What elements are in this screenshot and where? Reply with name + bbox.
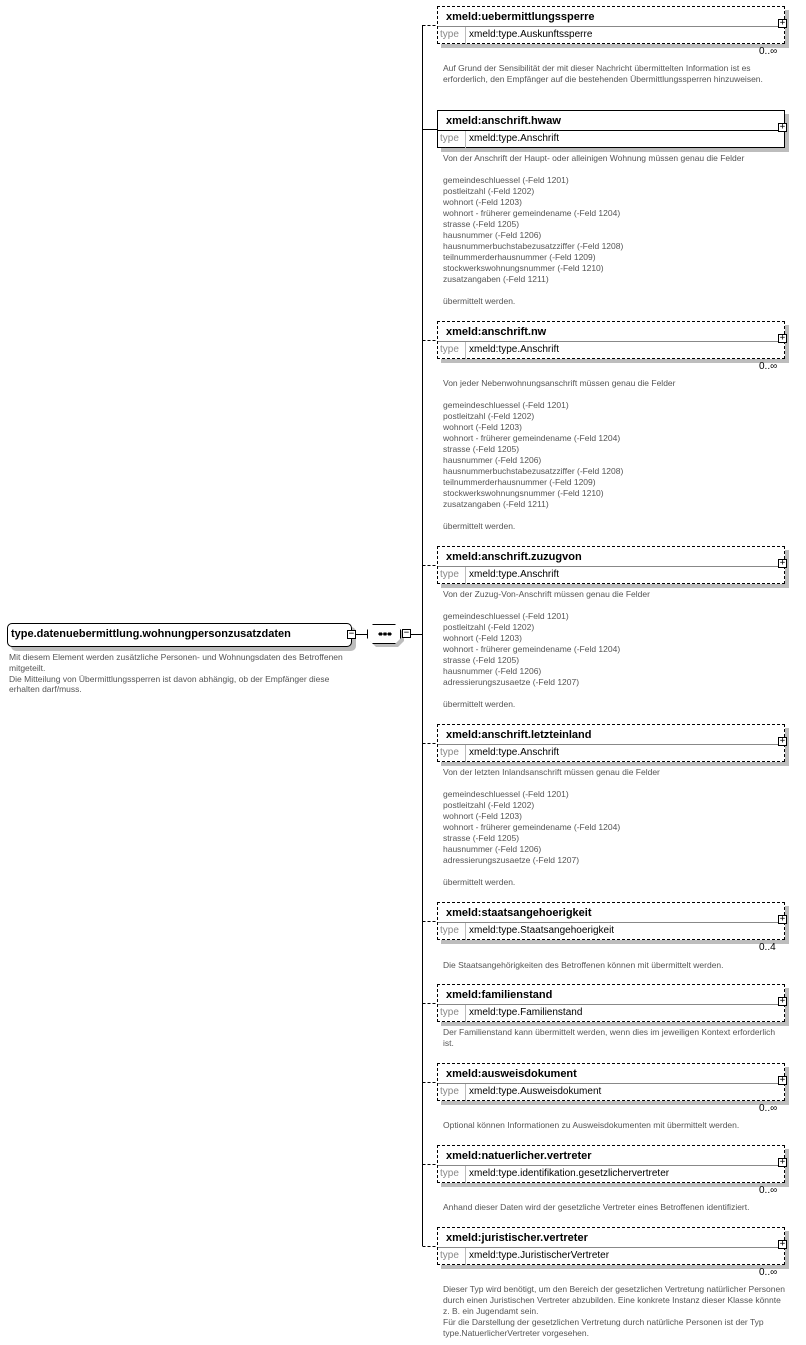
root-element-description: Mit diesem Element werden zusätzliche Personen- und Wohnungsdaten des Betroffenen mitgeteilt. Die Mitteilung von Übermittlungssperren ist davon abhängig, ob der Empfänger diese erhalten darf/muss. (9, 652, 343, 695)
type-divider (465, 1166, 466, 1183)
expand-icon[interactable]: + (779, 122, 786, 132)
element-type: xmeld:type.Staatsangehoerigkeit (469, 925, 615, 936)
element-familienstand[interactable] (437, 984, 785, 1022)
element-anschrift-letzteinland[interactable] (437, 724, 785, 762)
type-label: type (440, 29, 459, 40)
element-type: xmeld:type.JuristischerVertreter (469, 1250, 610, 1261)
type-label: type (440, 1168, 459, 1179)
type-divider (465, 27, 466, 44)
element-natuerlicher-vertreter[interactable] (437, 1145, 785, 1183)
type-divider (465, 131, 466, 148)
collapse-icon[interactable]: − (348, 629, 355, 639)
element-cardinality: 0..∞ (759, 1267, 778, 1278)
element-cardinality: 0..∞ (759, 46, 778, 57)
type-label: type (440, 925, 459, 936)
element-type: xmeld:type.Anschrift (469, 344, 560, 355)
element-description: Auf Grund der Sensibilität der mit dieser Nachricht übermittelten Information ist es erforderlich, den Empfänger auf die bestehenden Übermittlungssperren hinzuweisen. (443, 63, 763, 84)
element-name: xmeld:juristischer.vertreter (446, 1232, 588, 1244)
element-divider (438, 1247, 784, 1248)
sequence-icon (378, 631, 392, 637)
type-divider (465, 923, 466, 940)
expand-icon[interactable]: + (779, 1075, 786, 1085)
element-name: xmeld:anschrift.hwaw (446, 115, 561, 127)
expand-icon[interactable]: + (779, 996, 786, 1006)
element-name: xmeld:anschrift.letzteinland (446, 729, 592, 741)
type-label: type (440, 1007, 459, 1018)
element-anschrift-hwaw[interactable] (437, 110, 785, 148)
element-uebermittlungssperre[interactable] (437, 6, 785, 44)
element-type: xmeld:type.Anschrift (469, 133, 560, 144)
type-divider (465, 1248, 466, 1265)
element-type: xmeld:type.Anschrift (469, 747, 560, 758)
element-anschrift-zuzugvon[interactable] (437, 546, 785, 584)
type-divider (465, 567, 466, 584)
element-type: xmeld:type.Ausweisdokument (469, 1086, 602, 1097)
expand-icon[interactable]: + (779, 1239, 786, 1249)
element-type: xmeld:type.Auskunftssperre (469, 29, 593, 40)
element-divider (438, 1004, 784, 1005)
type-label: type (440, 747, 459, 758)
element-description: Von jeder Nebenwohnungsanschrift müssen genau die Felder gemeindeschluessel (-Feld 1201) postleitzahl (-Feld 1202) wohnort (-Feld 1203) wohnort - früherer gemeindename (-Feld 1204) strasse (-Feld 1205) hausnummer (-Feld 1206) hausnummerbuchstabezusatzziffer (-Feld 1208) teilnummerderhausnummer (-Feld 1209) stockwerkswohnungsnummer (-Feld 1210) zusatzangaben (-Feld 1211) übermittelt werden. (443, 378, 676, 531)
type-label: type (440, 1250, 459, 1261)
expand-icon[interactable]: + (779, 1157, 786, 1167)
element-name: xmeld:anschrift.zuzugvon (446, 551, 582, 563)
root-element[interactable] (7, 623, 355, 647)
element-divider (438, 130, 784, 131)
expand-icon[interactable]: + (779, 736, 786, 746)
type-divider (465, 342, 466, 359)
sequence-collapse-icon[interactable]: − (403, 628, 410, 638)
type-divider (465, 1084, 466, 1101)
element-type: xmeld:type.Familienstand (469, 1007, 583, 1018)
element-divider (438, 566, 784, 567)
expand-icon[interactable]: + (779, 558, 786, 568)
element-description: Dieser Typ wird benötigt, um den Bereich der gesetzlichen Vertretung natürlicher Personen durch einen Juristischen Vertreter abzubilden. Eine konkrete Instanz dieser Klasse könnte z. B. ein Jugendamt sein. Für die Darstellung der gesetzlichen Vertretung durch natürliche Personen ist der Typ type.NatuerlicherVertreter vorgesehen. (443, 1284, 785, 1338)
type-divider (465, 745, 466, 762)
element-staatsangehoerigkeit[interactable] (437, 902, 785, 940)
element-type: xmeld:type.identifikation.gesetzlichervertreter (469, 1168, 670, 1179)
element-description: Anhand dieser Daten wird der gesetzliche Vertreter eines Betroffenen identifiziert. (443, 1202, 750, 1212)
element-divider (438, 1083, 784, 1084)
element-name: xmeld:staatsangehoerigkeit (446, 907, 592, 919)
type-label: type (440, 133, 459, 144)
element-divider (438, 1165, 784, 1166)
element-description: Von der Zuzug-Von-Anschrift müssen genau die Felder gemeindeschluessel (-Feld 1201) postleitzahl (-Feld 1202) wohnort (-Feld 1203) wohnort - früherer gemeindename (-Feld 1204) strasse (-Feld 1205) hausnummer (-Feld 1206) adressierungszusaetze (-Feld 1207) übermittelt werden. (443, 589, 650, 709)
element-description: Von der Anschrift der Haupt- oder alleinigen Wohnung müssen genau die Felder gemeindeschluessel (-Feld 1201) postleitzahl (-Feld 1202) wohnort (-Feld 1203) wohnort - früherer gemeindename (-Feld 1204) strasse (-Feld 1205) hausnummer (-Feld 1206) hausnummerbuchstabezusatzziffer (-Feld 1208) teilnummerderhausnummer (-Feld 1209) stockwerkswohnungsnummer (-Feld 1210) zusatzangaben (-Feld 1211) übermittelt werden. (443, 153, 745, 306)
element-divider (438, 922, 784, 923)
expand-icon[interactable]: + (779, 914, 786, 924)
element-description: Die Staatsangehörigkeiten des Betroffenen können mit übermittelt werden. (443, 960, 724, 970)
element-name: xmeld:ausweisdokument (446, 1068, 577, 1080)
element-divider (438, 341, 784, 342)
element-juristischer-vertreter[interactable] (437, 1227, 785, 1265)
element-divider (438, 744, 784, 745)
type-label: type (440, 569, 459, 580)
expand-icon[interactable]: + (779, 18, 786, 28)
type-label: type (440, 1086, 459, 1097)
root-element-name: type.datenuebermittlung.wohnungpersonzusatzdaten (11, 628, 291, 640)
type-divider (465, 1005, 466, 1022)
expand-icon[interactable]: + (779, 333, 786, 343)
element-type: xmeld:type.Anschrift (469, 569, 560, 580)
element-name: xmeld:natuerlicher.vertreter (446, 1150, 592, 1162)
element-description: Von der letzten Inlandsanschrift müssen genau die Felder gemeindeschluessel (-Feld 1201) postleitzahl (-Feld 1202) wohnort (-Feld 1203) wohnort - früherer gemeindename (-Feld 1204) strasse (-Feld 1205) hausnummer (-Feld 1206) adressierungszusaetze (-Feld 1207) übermittelt werden. (443, 767, 660, 887)
element-name: xmeld:uebermittlungssperre (446, 11, 595, 23)
element-description: Optional können Informationen zu Ausweisdokumenten mit übermittelt werden. (443, 1120, 740, 1130)
element-name: xmeld:anschrift.nw (446, 326, 547, 338)
element-ausweisdokument[interactable] (437, 1063, 785, 1101)
type-label: type (440, 344, 459, 355)
element-divider (438, 26, 784, 27)
element-name: xmeld:familienstand (446, 989, 553, 1001)
element-cardinality: 0..4 (759, 942, 776, 953)
element-cardinality: 0..∞ (759, 1103, 778, 1114)
element-cardinality: 0..∞ (759, 361, 778, 372)
element-cardinality: 0..∞ (759, 1185, 778, 1196)
element-description: Der Familienstand kann übermittelt werden, wenn dies im jeweiligen Kontext erforderlich ist. (443, 1027, 776, 1048)
element-anschrift-nw[interactable] (437, 321, 785, 359)
